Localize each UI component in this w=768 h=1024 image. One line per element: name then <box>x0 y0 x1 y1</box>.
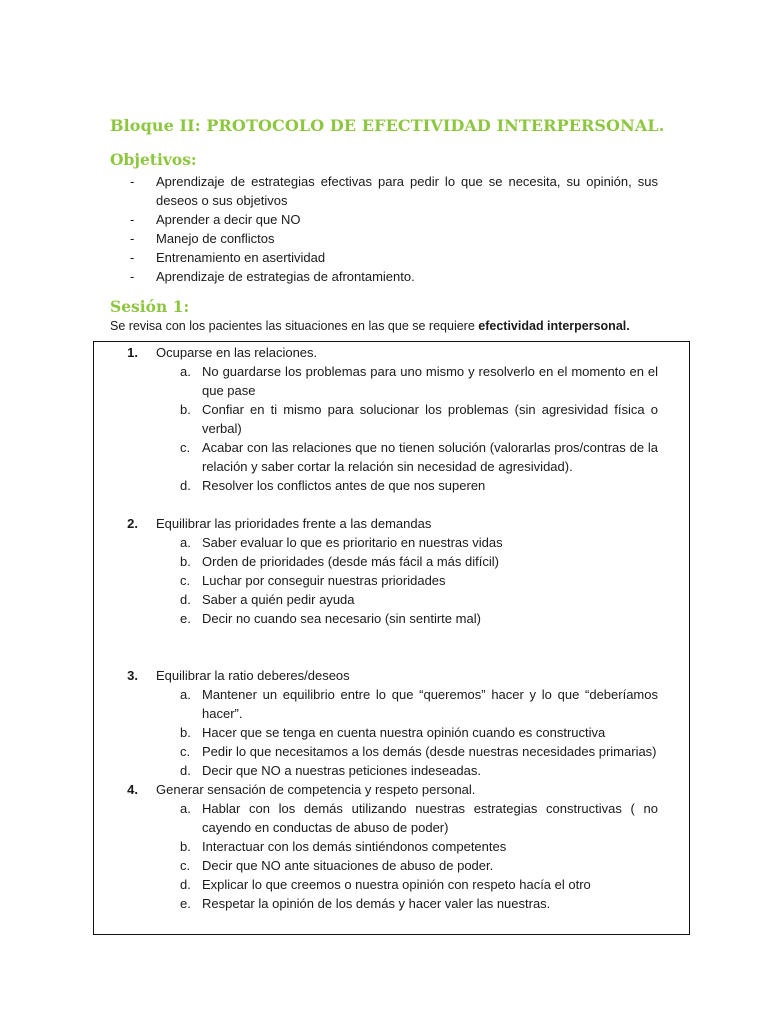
objectives-heading: Objetivos: <box>110 150 197 169</box>
list-item: d. Resolver los conflictos antes de que nos superen <box>180 478 486 493</box>
section-4-title: 4. Generar sensación de competencia y respeto personal. <box>127 782 476 797</box>
list-item: - Entrenamiento en asertividad <box>130 250 326 265</box>
list-item: b. Interactuar con los demás sintiéndonos competentes <box>180 839 507 854</box>
list-item: - Aprendizaje de estrategias efectivas para pedir lo que se necesita, su opinión, sus deseos o sus objetivos <box>130 174 658 208</box>
section-3-title: 3. Equilibrar la ratio deberes/deseos <box>127 668 350 683</box>
section-2-title: 2. Equilibrar las prioridades frente a las demandas <box>127 516 432 531</box>
list-item: b. Orden de prioridades (desde más fácil a más difícil) <box>180 554 499 569</box>
session-content <box>127 343 658 913</box>
list-item: d. Decir que NO a nuestras peticiones indeseadas. <box>180 763 481 778</box>
session-description: Se revisa con los pacientes las situaciones en las que se requiere efectividad interpersonal. <box>110 319 630 333</box>
block-title: Bloque II: PROTOCOLO DE EFECTIVIDAD INTERPERSONAL. <box>110 116 665 135</box>
list-item: d. Saber a quién pedir ayuda <box>180 592 355 607</box>
list-item: a. Saber evaluar lo que es prioritario en nuestras vidas <box>180 535 503 550</box>
list-item: a. Hablar con los demás utilizando nuestras estrategias constructivas ( no cayendo en conductas de abuso de poder) <box>180 801 658 835</box>
list-item: c. Pedir lo que necesitamos a los demás (desde nuestras necesidades primarias) <box>180 744 657 759</box>
list-item: c. Luchar por conseguir nuestras prioridades <box>180 573 446 588</box>
objectives-list <box>130 172 658 286</box>
list-item: - Manejo de conflictos <box>130 231 275 246</box>
list-item: a. Mantener un equilibrio entre lo que “queremos” hacer y lo que “deberíamos hacer”. <box>180 687 658 721</box>
section-1-title: 1. Ocuparse en las relaciones. <box>127 345 318 360</box>
list-item: b. Confiar en ti mismo para solucionar los problemas (sin agresividad física o verbal) <box>180 402 658 436</box>
session-heading: Sesión 1: <box>110 297 190 316</box>
list-item: e. Respetar la opinión de los demás y hacer valer las nuestras. <box>180 896 551 911</box>
list-item: a. No guardarse los problemas para uno mismo y resolverlo en el momento en el que pase <box>180 364 658 398</box>
list-item: b. Hacer que se tenga en cuenta nuestra opinión cuando es constructiva <box>180 725 606 740</box>
list-item: - Aprender a decir que NO <box>130 212 301 227</box>
list-item: c. Acabar con las relaciones que no tienen solución (valorarlas pros/contras de la relación y saber cortar la relación sin necesidad de agresividad). <box>180 440 658 474</box>
list-item: - Aprendizaje de estrategias de afrontamiento. <box>130 269 415 284</box>
list-item: e. Decir no cuando sea necesario (sin sentirte mal) <box>180 611 481 626</box>
list-item: d. Explicar lo que creemos o nuestra opinión con respeto hacía el otro <box>180 877 591 892</box>
list-item: c. Decir que NO ante situaciones de abuso de poder. <box>180 858 494 873</box>
